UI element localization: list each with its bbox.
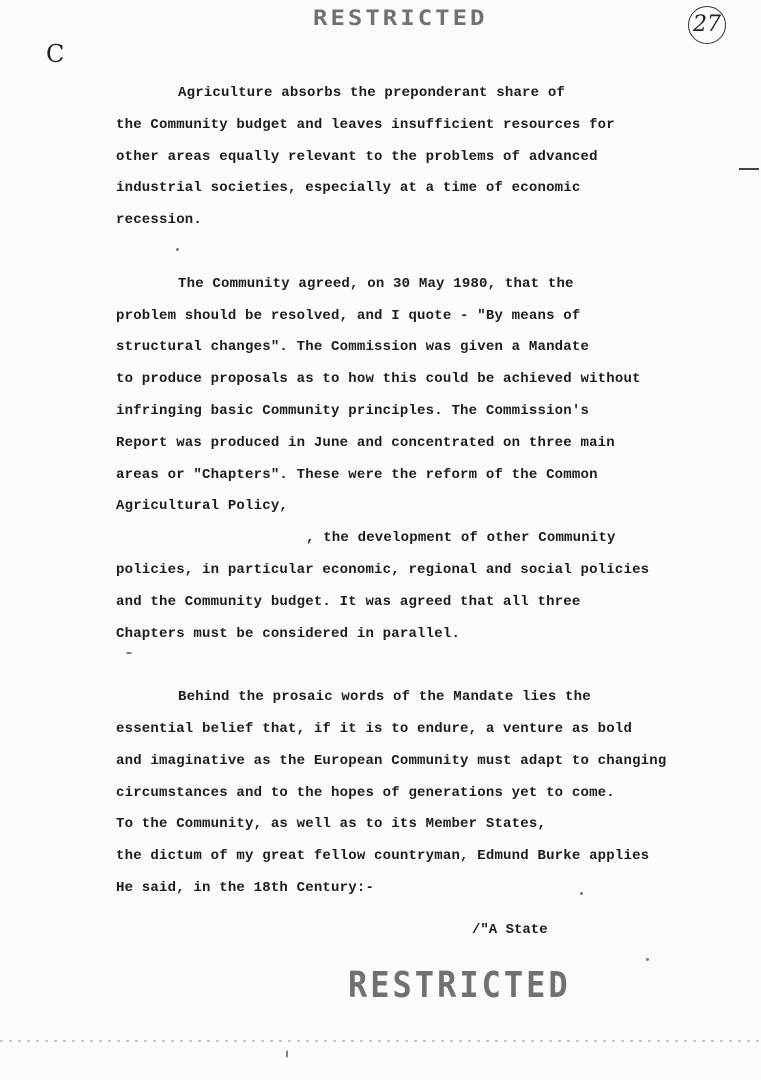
text-line: policies, in particular economic, regional and social policies <box>116 561 650 578</box>
document-body <box>116 78 736 937</box>
text-line: infringing basic Community principles. The Commission's <box>116 402 590 419</box>
text-line: problem should be resolved, and I quote - "By means of <box>116 307 581 324</box>
text-line: the dictum of my great fellow countryman, Edmund Burke applies <box>116 848 650 865</box>
text-line: The Community agreed, on 30 May 1980, that the <box>178 275 574 292</box>
text-line: circumstances and to the hopes of generations yet to come. <box>116 784 615 801</box>
margin-mark: C <box>46 40 65 68</box>
text-line: Agricultural Policy, <box>116 498 289 515</box>
text-line: essential belief that, if it is to endure, a venture as bold <box>116 720 633 737</box>
text-line: and imaginative as the European Community must adapt to changing <box>116 752 667 769</box>
paragraph-1 <box>116 78 736 237</box>
text-line: recession. <box>116 212 203 229</box>
edge-mark <box>739 168 759 170</box>
paragraph-2 <box>116 269 736 651</box>
text-line: other areas equally relevant to the problems of advanced <box>116 148 598 165</box>
scan-speck <box>176 248 179 251</box>
text-fragment: , the development of other Community <box>306 530 616 547</box>
text-line: Chapters must be considered in parallel. <box>116 625 461 642</box>
text-line: the Community budget and leaves insufficient resources for <box>116 116 615 133</box>
paragraph-3 <box>116 682 736 905</box>
page-number-circled: 27 <box>688 6 726 44</box>
text-line: structural changes". The Commission was given a Mandate <box>116 339 590 356</box>
text-line: and the Community budget. It was agreed that all three <box>116 593 581 610</box>
text-line <box>116 523 736 555</box>
continuation-catchword: /"A State <box>472 922 548 938</box>
text-line: to produce proposals as to how this could be achieved without <box>116 371 641 388</box>
scan-edge <box>0 1040 761 1042</box>
restricted-stamp-bottom: RESTRICTED <box>348 964 571 1006</box>
text-line: He said, in the 18th Century:- <box>116 879 375 896</box>
restricted-stamp-top: RESTRICTED <box>313 5 488 31</box>
text-line: Behind the prosaic words of the Mandate lies the <box>178 689 591 706</box>
text-line: Agriculture absorbs the preponderant share of <box>178 85 566 101</box>
text-line: areas or "Chapters". These were the reform of the Common <box>116 466 598 483</box>
text-line: industrial societies, especially at a time of economic <box>116 180 581 197</box>
text-line: To the Community, as well as to its Member States, <box>116 816 547 833</box>
text-line: Report was produced in June and concentrated on three main <box>116 434 615 451</box>
scan-speck <box>286 1050 288 1058</box>
scan-speck <box>646 958 649 961</box>
scan-speck <box>126 652 132 654</box>
scan-speck <box>580 892 583 895</box>
